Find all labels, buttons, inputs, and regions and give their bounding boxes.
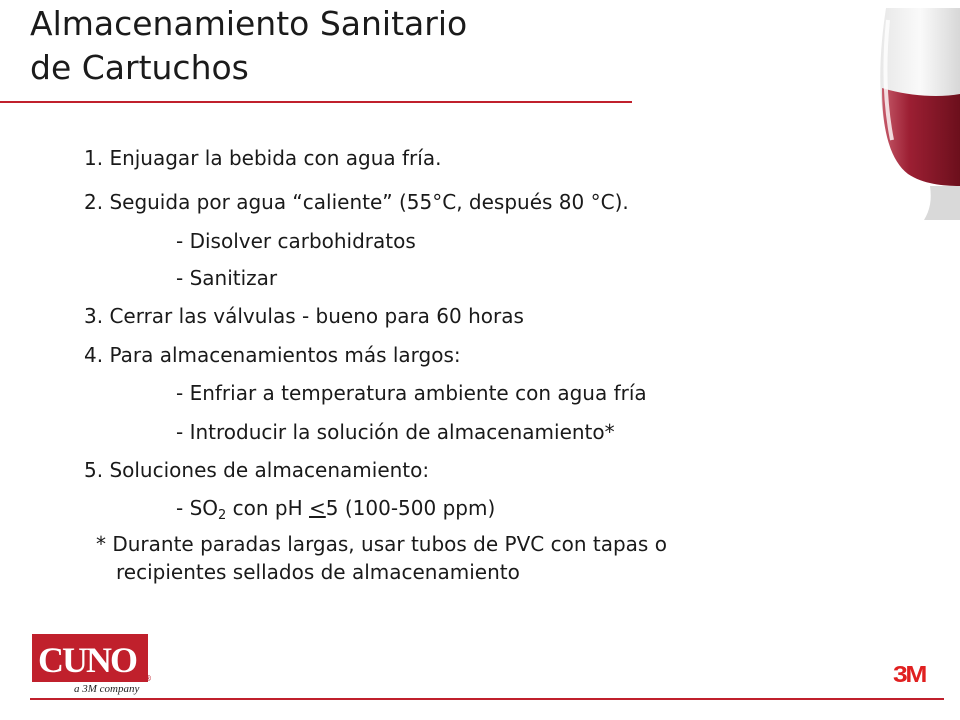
step-5-sub-a: [176, 496, 495, 523]
footnote: [96, 530, 667, 586]
step-5: 5. Soluciones de almacenamiento:: [84, 458, 430, 482]
registered-mark: ®: [144, 674, 152, 683]
step-3: 3. Cerrar las válvulas - bueno para 60 horas: [84, 304, 524, 328]
3m-logo: 3M: [893, 661, 926, 687]
so2-subscript: 2: [218, 508, 227, 523]
page-title: [30, 2, 467, 90]
cuno-logo: [32, 634, 150, 696]
step-1: 1. Enjuagar la bebida con agua fría.: [84, 146, 442, 170]
so2-prefix: - SO: [176, 496, 219, 520]
title-line-2: de Cartuchos: [30, 48, 249, 87]
title-line-1: Almacenamiento Sanitario: [30, 4, 468, 43]
wine-glass-icon: [868, 0, 960, 225]
footer-rule: [30, 698, 944, 700]
footnote-line-1: * Durante paradas largas, usar tubos de PVC con tapas o: [96, 532, 667, 556]
step-2-sub-a: - Disolver carbohidratos: [176, 229, 416, 253]
step-2: 2. Seguida por agua “caliente” (55°C, después 80 °C).: [84, 190, 629, 214]
footnote-line-2: recipientes sellados de almacenamiento: [116, 560, 520, 584]
cuno-logo-text: CUNO: [38, 640, 136, 680]
less-equal-symbol: <: [309, 496, 326, 520]
step-2-sub-b: - Sanitizar: [176, 266, 278, 290]
step-4-sub-b: - Introducir la solución de almacenamiento*: [176, 420, 615, 444]
cuno-tagline: a 3M company: [74, 683, 140, 695]
ph-range: 5 (100-500 ppm): [325, 496, 496, 520]
step-4: 4. Para almacenamientos más largos:: [84, 343, 461, 367]
title-underline: [0, 101, 632, 103]
step-4-sub-a: - Enfriar a temperatura ambiente con agua fría: [176, 381, 647, 405]
ph-label: con pH: [226, 496, 310, 520]
